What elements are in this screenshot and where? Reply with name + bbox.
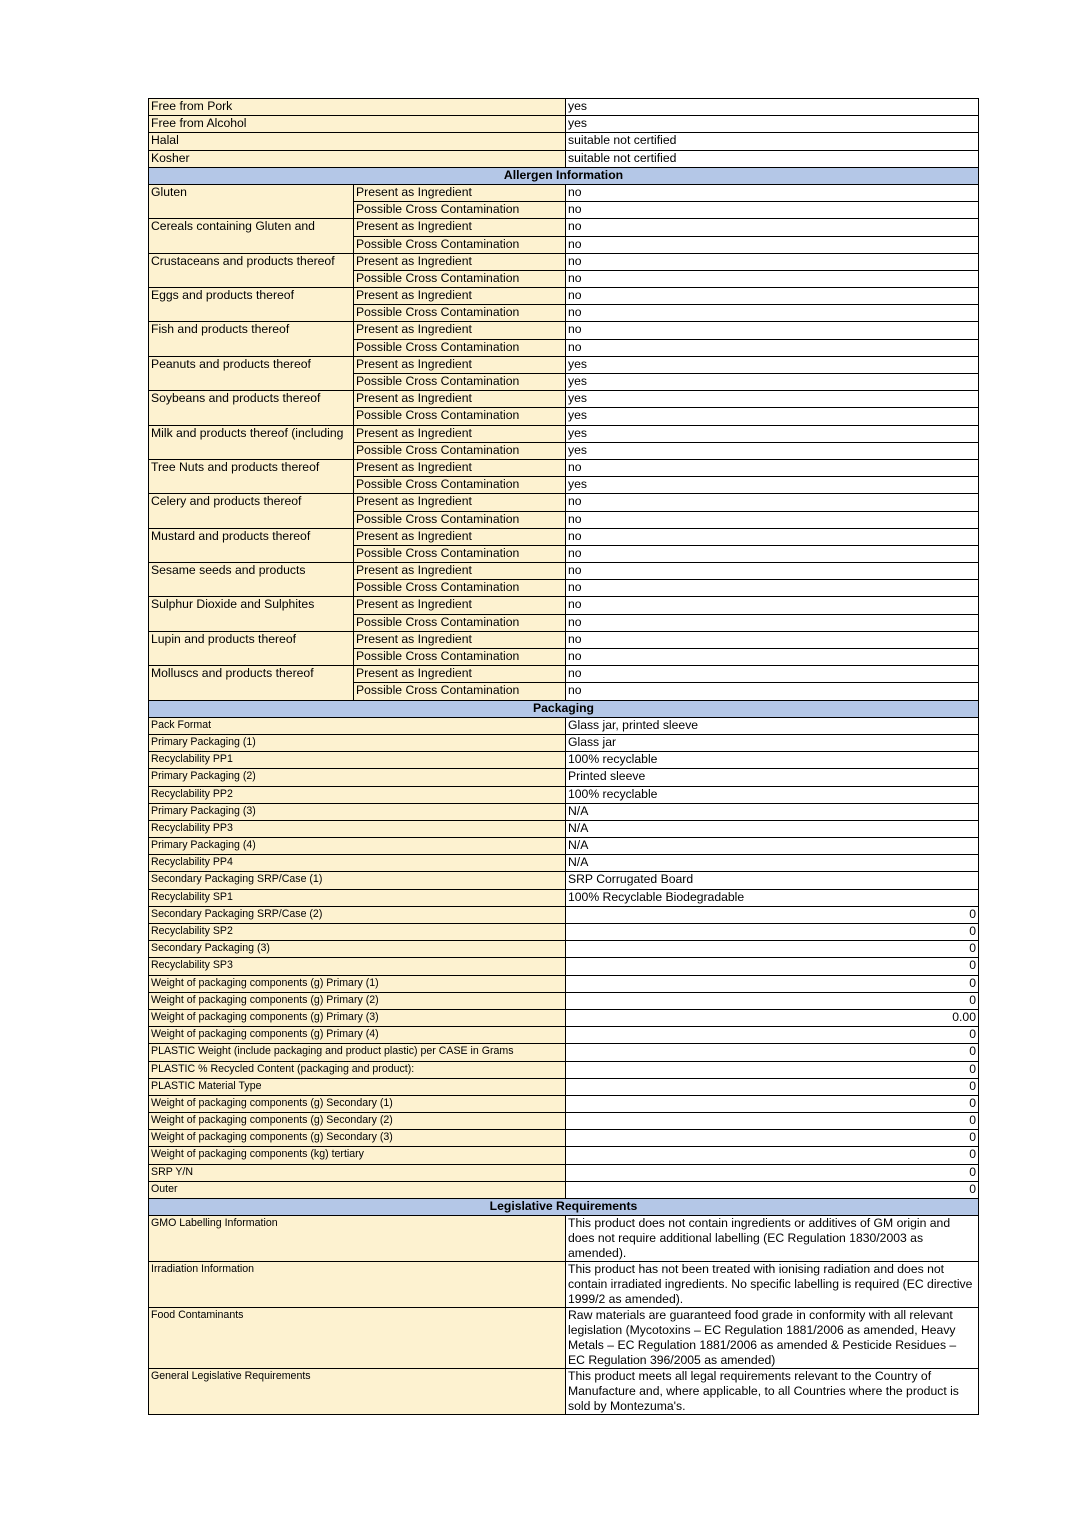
cross-contamination-value: no (566, 270, 979, 287)
cross-contamination-label: Possible Cross Contamination (354, 236, 566, 253)
packaging-row (149, 1181, 979, 1198)
present-as-ingredient-label: Present as Ingredient (354, 184, 566, 201)
packaging-value: 0 (566, 941, 979, 958)
packaging-header-row (149, 700, 979, 717)
packaging-value: 100% recyclable (566, 786, 979, 803)
packaging-row (149, 924, 979, 941)
allergen-row (149, 219, 979, 236)
allergen-name: Tree Nuts and products thereof (149, 459, 354, 493)
packaging-value: N/A (566, 820, 979, 837)
allergen-row (149, 356, 979, 373)
allergen-row (149, 563, 979, 580)
allergen-row (149, 288, 979, 305)
spec-sheet-body (149, 99, 979, 1415)
packaging-row (149, 786, 979, 803)
present-as-ingredient-value: no (566, 597, 979, 614)
packaging-row (149, 1164, 979, 1181)
packaging-label: Weight of packaging components (g) Primary (3) (149, 1009, 566, 1026)
allergen-row (149, 391, 979, 408)
packaging-label: Primary Packaging (2) (149, 769, 566, 786)
present-as-ingredient-value: no (566, 494, 979, 511)
packaging-value: Glass jar (566, 734, 979, 751)
present-as-ingredient-value: no (566, 288, 979, 305)
present-as-ingredient-label: Present as Ingredient (354, 356, 566, 373)
legislative-row (149, 1369, 979, 1415)
packaging-row (149, 1078, 979, 1095)
packaging-label: Weight of packaging components (kg) tertiary (149, 1147, 566, 1164)
cross-contamination-value: no (566, 305, 979, 322)
present-as-ingredient-label: Present as Ingredient (354, 219, 566, 236)
allergen-row (149, 528, 979, 545)
present-as-ingredient-label: Present as Ingredient (354, 666, 566, 683)
legislative-row (149, 1308, 979, 1369)
allergen-row (149, 425, 979, 442)
present-as-ingredient-value: yes (566, 425, 979, 442)
attribute-row (149, 150, 979, 167)
packaging-row (149, 820, 979, 837)
packaging-value: 0 (566, 1027, 979, 1044)
allergen-name: Crustaceans and products thereof (149, 253, 354, 287)
packaging-value: 0 (566, 958, 979, 975)
packaging-label: Recyclability SP3 (149, 958, 566, 975)
spec-sheet-table (148, 98, 979, 1415)
packaging-row (149, 941, 979, 958)
packaging-label: PLASTIC Material Type (149, 1078, 566, 1095)
attribute-label: Kosher (149, 150, 566, 167)
cross-contamination-label: Possible Cross Contamination (354, 202, 566, 219)
present-as-ingredient-label: Present as Ingredient (354, 528, 566, 545)
packaging-label: Pack Format (149, 717, 566, 734)
allergen-name: Soybeans and products thereof (149, 391, 354, 425)
packaging-value: 0 (566, 1181, 979, 1198)
packaging-label: Primary Packaging (4) (149, 838, 566, 855)
allergen-row (149, 597, 979, 614)
packaging-value: N/A (566, 838, 979, 855)
packaging-label: Weight of packaging components (g) Secondary (3) (149, 1130, 566, 1147)
packaging-row (149, 1147, 979, 1164)
packaging-value: 0 (566, 1044, 979, 1061)
packaging-label: Secondary Packaging (3) (149, 941, 566, 958)
packaging-row (149, 803, 979, 820)
allergen-name: Peanuts and products thereof (149, 356, 354, 390)
packaging-label: Recyclability PP2 (149, 786, 566, 803)
packaging-value: 0 (566, 924, 979, 941)
packaging-label: Recyclability SP2 (149, 924, 566, 941)
packaging-label: Secondary Packaging SRP/Case (2) (149, 906, 566, 923)
packaging-label: Weight of packaging components (g) Secondary (1) (149, 1095, 566, 1112)
packaging-value: 0 (566, 975, 979, 992)
present-as-ingredient-value: no (566, 219, 979, 236)
packaging-value: 0 (566, 1061, 979, 1078)
packaging-label: Weight of packaging components (g) Primary (2) (149, 992, 566, 1009)
packaging-label: Recyclability PP3 (149, 820, 566, 837)
present-as-ingredient-label: Present as Ingredient (354, 563, 566, 580)
allergen-row (149, 322, 979, 339)
cross-contamination-label: Possible Cross Contamination (354, 614, 566, 631)
cross-contamination-label: Possible Cross Contamination (354, 442, 566, 459)
packaging-value: 0 (566, 1164, 979, 1181)
packaging-row (149, 1044, 979, 1061)
attribute-value: yes (566, 116, 979, 133)
legislative-value: Raw materials are guaranteed food grade in conformity with all relevant legislation (Mycotoxins – EC Regulation 1881/2006 as amended, Heavy Metals – EC Regulation 1881/2006 as amended & Pesticide Residues – EC Regulation 396/2005 as amended) (566, 1308, 979, 1369)
packaging-row (149, 1130, 979, 1147)
attribute-label: Free from Alcohol (149, 116, 566, 133)
packaging-label: Weight of packaging components (g) Secondary (2) (149, 1113, 566, 1130)
present-as-ingredient-label: Present as Ingredient (354, 391, 566, 408)
packaging-value: Glass jar, printed sleeve (566, 717, 979, 734)
legislative-row (149, 1216, 979, 1262)
cross-contamination-value: no (566, 545, 979, 562)
attribute-row (149, 116, 979, 133)
legislative-header-row (149, 1199, 979, 1216)
packaging-row (149, 752, 979, 769)
packaging-row (149, 1027, 979, 1044)
present-as-ingredient-value: no (566, 666, 979, 683)
present-as-ingredient-label: Present as Ingredient (354, 597, 566, 614)
attribute-row (149, 99, 979, 116)
packaging-value: 0 (566, 1095, 979, 1112)
allergen-name: Molluscs and products thereof (149, 666, 354, 700)
packaging-value: 0.00 (566, 1009, 979, 1026)
attribute-label: Free from Pork (149, 99, 566, 116)
packaging-label: Weight of packaging components (g) Primary (1) (149, 975, 566, 992)
cross-contamination-value: yes (566, 477, 979, 494)
present-as-ingredient-value: no (566, 322, 979, 339)
allergen-name: Fish and products thereof (149, 322, 354, 356)
packaging-row (149, 838, 979, 855)
cross-contamination-label: Possible Cross Contamination (354, 477, 566, 494)
cross-contamination-label: Possible Cross Contamination (354, 545, 566, 562)
legislative-value: This product has not been treated with ionising radiation and does not contain irradiated ingredients. No specific labelling is required (EC directive 1999/2 as amended). (566, 1262, 979, 1308)
cross-contamination-label: Possible Cross Contamination (354, 649, 566, 666)
packaging-row (149, 889, 979, 906)
present-as-ingredient-label: Present as Ingredient (354, 322, 566, 339)
cross-contamination-value: no (566, 683, 979, 700)
legislative-value: This product meets all legal requirements relevant to the Country of Manufacture and, where applicable, to all Countries where the product is sold by Montezuma's. (566, 1369, 979, 1415)
allergen-row (149, 494, 979, 511)
packaging-value: SRP Corrugated Board (566, 872, 979, 889)
legislative-label: Food Contaminants (149, 1308, 566, 1369)
present-as-ingredient-value: no (566, 563, 979, 580)
cross-contamination-label: Possible Cross Contamination (354, 374, 566, 391)
packaging-value: 100% Recyclable Biodegradable (566, 889, 979, 906)
present-as-ingredient-value: yes (566, 391, 979, 408)
present-as-ingredient-value: no (566, 184, 979, 201)
cross-contamination-label: Possible Cross Contamination (354, 270, 566, 287)
packaging-label: Secondary Packaging SRP/Case (1) (149, 872, 566, 889)
packaging-row (149, 992, 979, 1009)
allergen-name: Celery and products thereof (149, 494, 354, 528)
legislative-label: General Legislative Requirements (149, 1369, 566, 1415)
packaging-value: N/A (566, 803, 979, 820)
present-as-ingredient-value: no (566, 631, 979, 648)
packaging-row (149, 855, 979, 872)
packaging-row (149, 1009, 979, 1026)
packaging-label: Primary Packaging (1) (149, 734, 566, 751)
present-as-ingredient-label: Present as Ingredient (354, 425, 566, 442)
cross-contamination-value: yes (566, 374, 979, 391)
present-as-ingredient-value: no (566, 459, 979, 476)
cross-contamination-value: no (566, 649, 979, 666)
attribute-value: yes (566, 99, 979, 116)
packaging-value: 0 (566, 1147, 979, 1164)
packaging-row (149, 872, 979, 889)
allergen-section-header: Allergen Information (149, 167, 979, 184)
allergen-name: Mustard and products thereof (149, 528, 354, 562)
legislative-value: This product does not contain ingredients or additives of GM origin and does not require additional labelling (EC Regulation 1830/2003 as amended). (566, 1216, 979, 1262)
packaging-value: 100% recyclable (566, 752, 979, 769)
packaging-label: Outer (149, 1181, 566, 1198)
attribute-row (149, 133, 979, 150)
present-as-ingredient-value: no (566, 528, 979, 545)
packaging-label: SRP Y/N (149, 1164, 566, 1181)
allergen-name: Lupin and products thereof (149, 631, 354, 665)
packaging-label: Recyclability PP1 (149, 752, 566, 769)
cross-contamination-label: Possible Cross Contamination (354, 339, 566, 356)
cross-contamination-label: Possible Cross Contamination (354, 683, 566, 700)
packaging-value: 0 (566, 906, 979, 923)
packaging-row (149, 975, 979, 992)
packaging-label: PLASTIC % Recycled Content (packaging and product): (149, 1061, 566, 1078)
present-as-ingredient-label: Present as Ingredient (354, 631, 566, 648)
packaging-row (149, 1061, 979, 1078)
allergen-name: Eggs and products thereof (149, 288, 354, 322)
cross-contamination-value: no (566, 236, 979, 253)
cross-contamination-value: no (566, 614, 979, 631)
legislative-label: GMO Labelling Information (149, 1216, 566, 1262)
packaging-label: Recyclability PP4 (149, 855, 566, 872)
packaging-row (149, 769, 979, 786)
allergen-row (149, 459, 979, 476)
allergen-row (149, 666, 979, 683)
packaging-row (149, 958, 979, 975)
packaging-value: 0 (566, 1130, 979, 1147)
packaging-value: 0 (566, 1078, 979, 1095)
allergen-name: Sulphur Dioxide and Sulphites (149, 597, 354, 631)
packaging-value: N/A (566, 855, 979, 872)
allergen-header-row (149, 167, 979, 184)
cross-contamination-value: yes (566, 442, 979, 459)
present-as-ingredient-label: Present as Ingredient (354, 288, 566, 305)
cross-contamination-value: no (566, 339, 979, 356)
present-as-ingredient-label: Present as Ingredient (354, 459, 566, 476)
cross-contamination-value: no (566, 202, 979, 219)
allergen-name: Gluten (149, 184, 354, 218)
cross-contamination-value: no (566, 580, 979, 597)
allergen-name: Sesame seeds and products (149, 563, 354, 597)
attribute-value: suitable not certified (566, 150, 979, 167)
packaging-label: PLASTIC Weight (include packaging and product plastic) per CASE in Grams (149, 1044, 566, 1061)
packaging-row (149, 1095, 979, 1112)
packaging-row (149, 734, 979, 751)
cross-contamination-value: no (566, 511, 979, 528)
present-as-ingredient-label: Present as Ingredient (354, 253, 566, 270)
allergen-name: Milk and products thereof (including (149, 425, 354, 459)
allergen-row (149, 631, 979, 648)
allergen-row (149, 184, 979, 201)
present-as-ingredient-label: Present as Ingredient (354, 494, 566, 511)
legislative-row (149, 1262, 979, 1308)
legislative-section-header: Legislative Requirements (149, 1199, 979, 1216)
present-as-ingredient-value: yes (566, 356, 979, 373)
packaging-row (149, 717, 979, 734)
cross-contamination-value: yes (566, 408, 979, 425)
allergen-name: Cereals containing Gluten and (149, 219, 354, 253)
attribute-value: suitable not certified (566, 133, 979, 150)
cross-contamination-label: Possible Cross Contamination (354, 305, 566, 322)
packaging-label: Recyclability SP1 (149, 889, 566, 906)
packaging-value: 0 (566, 992, 979, 1009)
packaging-value: 0 (566, 1113, 979, 1130)
packaging-label: Primary Packaging (3) (149, 803, 566, 820)
attribute-label: Halal (149, 133, 566, 150)
cross-contamination-label: Possible Cross Contamination (354, 580, 566, 597)
packaging-label: Weight of packaging components (g) Primary (4) (149, 1027, 566, 1044)
allergen-row (149, 253, 979, 270)
cross-contamination-label: Possible Cross Contamination (354, 511, 566, 528)
present-as-ingredient-value: no (566, 253, 979, 270)
packaging-value: Printed sleeve (566, 769, 979, 786)
packaging-section-header: Packaging (149, 700, 979, 717)
legislative-label: Irradiation Information (149, 1262, 566, 1308)
packaging-row (149, 1113, 979, 1130)
cross-contamination-label: Possible Cross Contamination (354, 408, 566, 425)
packaging-row (149, 906, 979, 923)
